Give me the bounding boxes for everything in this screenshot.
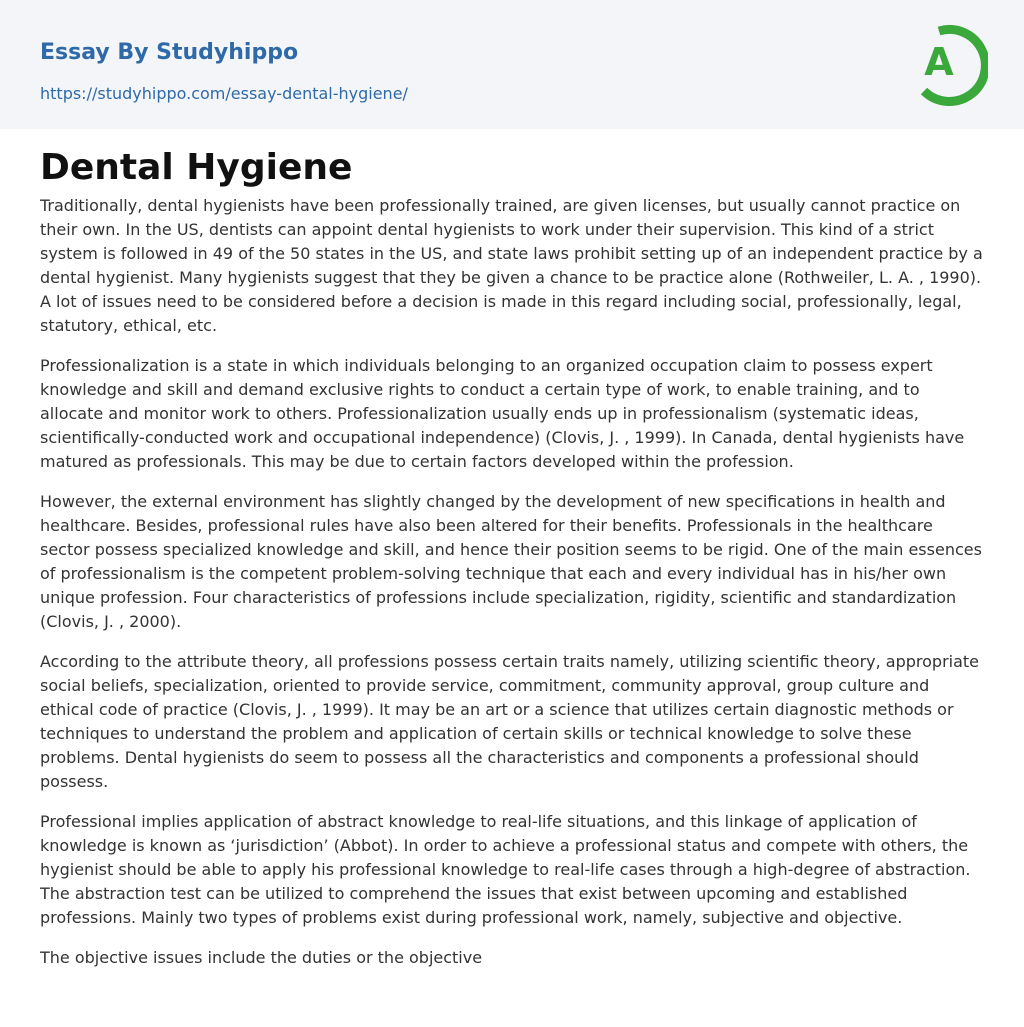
paragraph: However, the external environment has slightly changed by the development of new specifications in health and healthcare. Besides, professional rules have also been altered for their benefits. Professionals in the healthcare sector possess specialized knowledge and skill, and hence their position seems to be rigid. One of the main essences of professionalism is the competent problem-solving technique that each and every individual has in his/her own unique profession. Four characteristics of professions include specialization, rigidity, scientific and standardization (Clovis, J. , 2000).: [40, 492, 982, 631]
paragraph: Traditionally, dental hygienists have been professionally trained, are given licenses, but usually cannot practice on their own. In the US, dentists can appoint dental hygienists to work under their supervision. This kind of a strict system is followed in 49 of the 50 states in the US, and state laws prohibit setting up of an independent practice by a dental hygienist. Many hygienists suggest that they be given a chance to be practice alone (Rothweiler, L. A. , 1990). A lot of issues need to be considered before a decision is made in this regard including social, professionally, legal, statutory, ethical, etc.: [40, 196, 983, 335]
article-body: [40, 194, 986, 986]
brand-title[interactable]: Essay By Studyhippo: [40, 40, 299, 65]
paragraph: Professional implies application of abstract knowledge to real-life situations, and this linkage of application of knowledge is known as ‘jurisdiction’ (Abbot). In order to achieve a professional status and compete with others, the hygienist should be able to apply his professional knowledge to real-life cases through a high-degree of abstraction. The abstraction test can be utilized to comprehend the issues that exist between upcoming and established professions. Mainly two types of problems exist during professional work, namely, subjective and objective.: [40, 812, 971, 927]
paragraph: Professionalization is a state in which individuals belonging to an organized occupation claim to possess expert knowledge and skill and demand exclusive rights to conduct a certain type of work, to enable training, and to allocate and monitor work to others. Professionalization usually ends up in professionalism (systematic ideas, scientifically-conducted work and occupational independence) (Clovis, J. , 1999). In Canada, dental hygienists have matured as professionals. This may be due to certain factors developed within the profession.: [40, 356, 965, 471]
site-header: [0, 0, 1024, 129]
source-url-link[interactable]: https://studyhippo.com/essay-dental-hygiene/: [40, 84, 408, 103]
studyhippo-logo-icon[interactable]: [908, 18, 988, 108]
paragraph: The objective issues include the duties or the objective: [40, 948, 483, 967]
logo-letter: A: [924, 40, 954, 84]
paragraph: According to the attribute theory, all professions possess certain traits namely, utilizing scientific theory, appropriate social beliefs, specialization, oriented to provide service, commitment, community approval, group culture and ethical code of practice (Clovis, J. , 1999). It may be an art or a science that utilizes certain diagnostic methods or techniques to understand the problem and application of certain skills or technical knowledge to solve these problems. Dental hygienists do seem to possess all the characteristics and components a professional should possess.: [40, 652, 980, 791]
page-title: Dental Hygiene: [40, 147, 353, 188]
